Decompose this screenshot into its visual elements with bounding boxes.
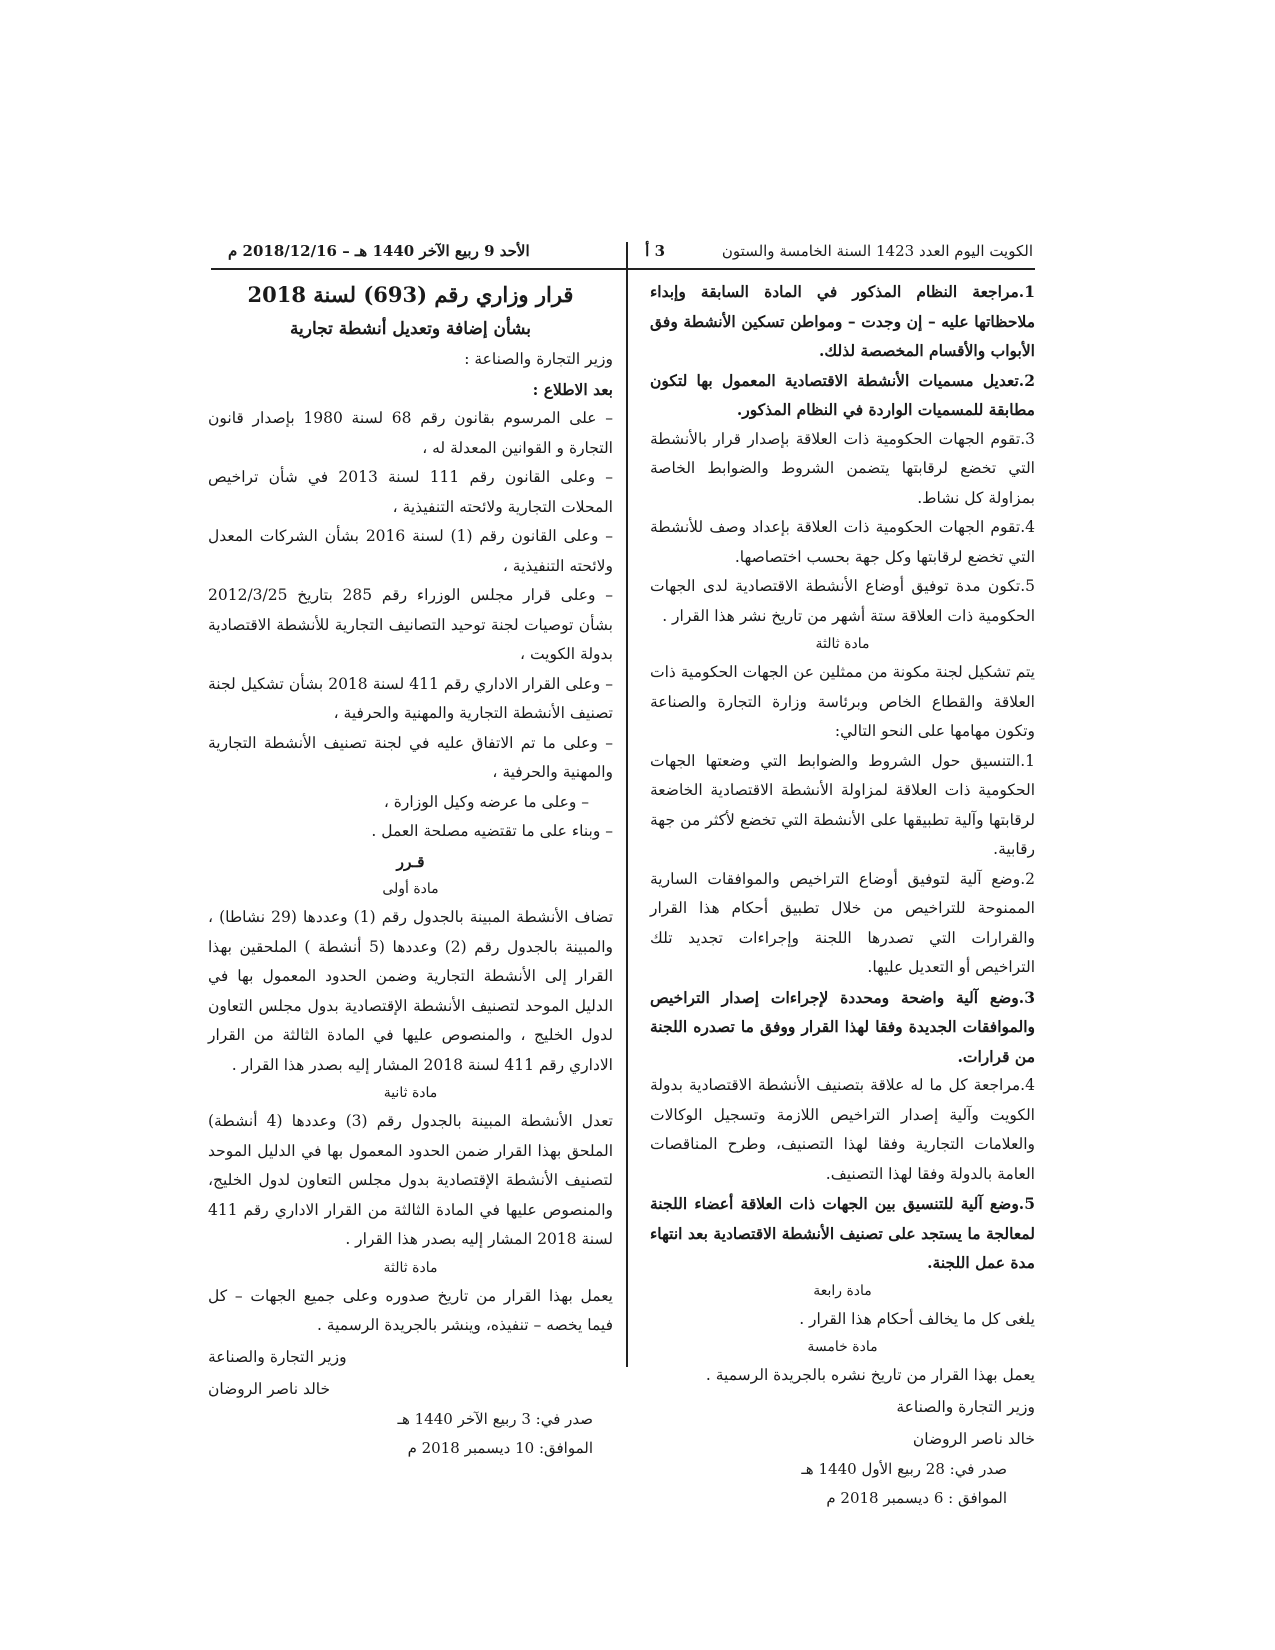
recital-7: – وعلى ما عرضه وكيل الوزارة ، bbox=[383, 792, 589, 811]
recital-4: – وعلى قرار مجلس الوزراء رقم 285 بتاريخ 2012/3/25 بشأن توصيات لجنة توحيد التصانيف التجارية للأنشطة الاقتصادية بدولة الكويت ، bbox=[208, 586, 613, 663]
right-item-3: 3.تقوم الجهات الحكومية ذات العلاقة بإصدار قرار بالأنشطة التي تخضع لرقابتها يتضمن الشروط والضوابط الخاصة بمزاولة كل نشاط. bbox=[650, 429, 1035, 507]
header-page-number: 3 أ bbox=[645, 242, 665, 260]
left-article2-heading: مادة ثانية bbox=[383, 1085, 438, 1101]
after-review-line: بعد الاطلاع : bbox=[532, 379, 613, 399]
right-article4-text: يلغى كل ما يخالف أحكام هذا القرار . bbox=[799, 1309, 1035, 1328]
right-column bbox=[650, 277, 1035, 1513]
page-header bbox=[228, 240, 1033, 266]
left-signature-name: خالد ناصر الروضان bbox=[208, 1379, 331, 1398]
left-article2-text: تعدل الأنشطة المبينة بالجدول رقم (3) وعددها (4 أنشطة) الملحق بهذا القرار ضمن الحدود المعمول بها في الدليل الموحد لتصنيف الأنشطة الإقتصادية بدول مجلس التعاون لدول الخليج، والمنصوص عليها في المادة الثالثة من القرار الاداري رقم 411 لسنة 2018 المشار إليه بصدر هذا القرار . bbox=[208, 1112, 613, 1248]
column-divider bbox=[626, 242, 628, 1367]
right-article5-text: يعمل بهذا القرار من تاريخ نشره بالجريدة الرسمية . bbox=[705, 1366, 1035, 1384]
committee-task-5: 5.وضع آلية للتنسيق بين الجهات ذات العلاقة أعضاء اللجنة لمعالجة ما يستجد على تصنيف الأنشطة الاقتصادية بعد انتهاء مدة عمل اللجنة. bbox=[650, 1194, 1035, 1272]
right-article3-heading: مادة ثالثة bbox=[815, 636, 870, 652]
recital-3: – وعلى القانون رقم (1) لسنة 2016 بشأن الشركات المعدل ولائحته التنفيذية ، bbox=[208, 527, 613, 575]
right-article3-intro: يتم تشكيل لجنة مكونة من ممثلين عن الجهات الحكومية ذات العلاقة والقطاع الخاص وبرئاسة وزارة التجارة والصناعة وتكون مهامها على النحو التالي: bbox=[650, 663, 1035, 740]
header-date: الأحد 9 ربيع الآخر 1440 هـ – 2018/12/16 م bbox=[228, 242, 530, 260]
decree-subtitle: بشأن إضافة وتعديل أنشطة تجارية bbox=[289, 319, 532, 339]
committee-task-4: 4.مراجعة كل ما له علاقة بتصنيف الأنشطة الاقتصادية بدولة الكويت وآلية إصدار التراخيص اللازمة وتسجيل الوكالات والعلامات التجارية وفقا لهذا التصنيف، وطرح المناقصات العامة بالدولة وفقا لهذا التصنيف. bbox=[650, 1076, 1035, 1183]
left-column bbox=[208, 277, 613, 1463]
left-article1-text: تضاف الأنشطة المبينة بالجدول رقم (1) وعددها (29 نشاطا) ، والمبينة بالجدول رقم (2) وعددها (5 أنشطة ) الملحقين بهذا القرار إلى الأنشطة التجارية وضمن الحدود المعمول بها في الدليل الموحد لتصنيف الأنشطة الإقتصادية بدول مجلس التعاون لدول الخليج ، والمنصوص عليها في المادة الثالثة من القرار الاداري رقم 411 لسنة 2018 المشار إليه بصدر هذا القرار . bbox=[208, 908, 614, 1074]
header-issue: الكويت اليوم العدد 1423 السنة الخامسة والستون bbox=[721, 242, 1033, 260]
committee-task-1: 1.التنسيق حول الشروط والضوابط التي وضعتها الجهات الحكومية ذات العلاقة لمزاولة الأنشطة الاقتصادية الخاضعة لرقابتها وآلية تطبيقها على الأنشطة التي تخضع لأكثر من جهة رقابية. bbox=[650, 751, 1035, 858]
recital-6: – وعلى ما تم الاتفاق عليه في لجنة تصنيف الأنشطة التجارية والمهنية والحرفية ، bbox=[208, 733, 613, 781]
left-article3-heading: مادة ثالثة bbox=[383, 1259, 438, 1276]
left-article1-heading: مادة أولى bbox=[382, 881, 439, 897]
decided-heading: قـرر bbox=[396, 851, 425, 871]
right-item-1: 1.مراجعة النظام المذكور في المادة السابقة وإبداء ملاحظاتها عليه – إن وجدت – ومواطن تسكين الأنشطة وفق الأبواب والأقسام المخصصة لذلك. bbox=[650, 282, 1035, 360]
right-issued-gregorian: الموافق : 6 ديسمبر 2018 م bbox=[826, 1488, 1007, 1507]
left-article3-text: يعمل بهذا القرار من تاريخ صدوره وعلى جميع الجهات – كل فيما يخصه – تنفيذه، وينشر بالجريدة الرسمية . bbox=[208, 1286, 613, 1334]
left-issued-gregorian: الموافق: 10 ديسمبر 2018 م bbox=[407, 1438, 593, 1457]
right-signature-name: خالد ناصر الروضان bbox=[912, 1429, 1035, 1448]
right-article4-heading: مادة رابعة bbox=[813, 1282, 872, 1299]
header-divider bbox=[211, 268, 1035, 270]
left-issued-hijri: صدر في: 3 ربيع الآخر 1440 هـ bbox=[397, 1409, 593, 1428]
right-signature-title: وزير التجارة والصناعة bbox=[896, 1397, 1035, 1416]
decree-title: قرار وزاري رقم (693) لسنة 2018 bbox=[247, 282, 574, 307]
committee-task-3: 3.وضع آلية واضحة ومحددة لإجراءات إصدار التراخيص والموافقات الجديدة وفقا لهذا القرار ووفق ما تصدره اللجنة من قرارات. bbox=[650, 987, 1035, 1066]
committee-task-2: 2.وضع آلية لتوفيق أوضاع التراخيص والموافقات السارية الممنوحة للتراخيص من خلال تطبيق أحكام هذا القرار والقرارات التي تصدرها اللجنة وإجراءات تجديد تلك التراخيص أو التعديل عليها. bbox=[650, 869, 1035, 976]
right-article5-heading: مادة خامسة bbox=[807, 1339, 878, 1355]
minister-line: وزير التجارة والصناعة : bbox=[464, 350, 613, 368]
recital-1: – على المرسوم بقانون رقم 68 لسنة 1980 بإصدار قانون التجارة و القوانين المعدلة له ، bbox=[208, 409, 613, 457]
left-signature-title: وزير التجارة والصناعة bbox=[208, 1347, 347, 1366]
right-issued-hijri: صدر في: 28 ربيع الأول 1440 هـ bbox=[801, 1459, 1007, 1478]
recital-2: – وعلى القانون رقم 111 لسنة 2013 في شأن تراخيص المحلات التجارية ولائحته التنفيذية ، bbox=[208, 468, 613, 516]
right-item-5: 5.تكون مدة توفيق أوضاع الأنشطة الاقتصادية لدى الجهات الحكومية ذات العلاقة ستة أشهر من تاريخ نشر هذا القرار . bbox=[650, 577, 1035, 625]
recital-8: – وبناء على ما تقتضيه مصلحة العمل . bbox=[371, 822, 613, 840]
recital-5: – وعلى القرار الاداري رقم 411 لسنة 2018 بشأن تشكيل لجنة تصنيف الأنشطة التجارية والمهنية والحرفية ، bbox=[208, 674, 613, 722]
right-item-4: 4.تقوم الجهات الحكومية ذات العلاقة بإعداد وصف للأنشطة التي تخضع لرقابتها وكل جهة بحسب اختصاصها. bbox=[650, 518, 1035, 566]
right-item-2: 2.تعديل مسميات الأنشطة الاقتصادية المعمول بها لتكون مطابقة للمسميات الواردة في النظام المذكور. bbox=[650, 370, 1035, 419]
